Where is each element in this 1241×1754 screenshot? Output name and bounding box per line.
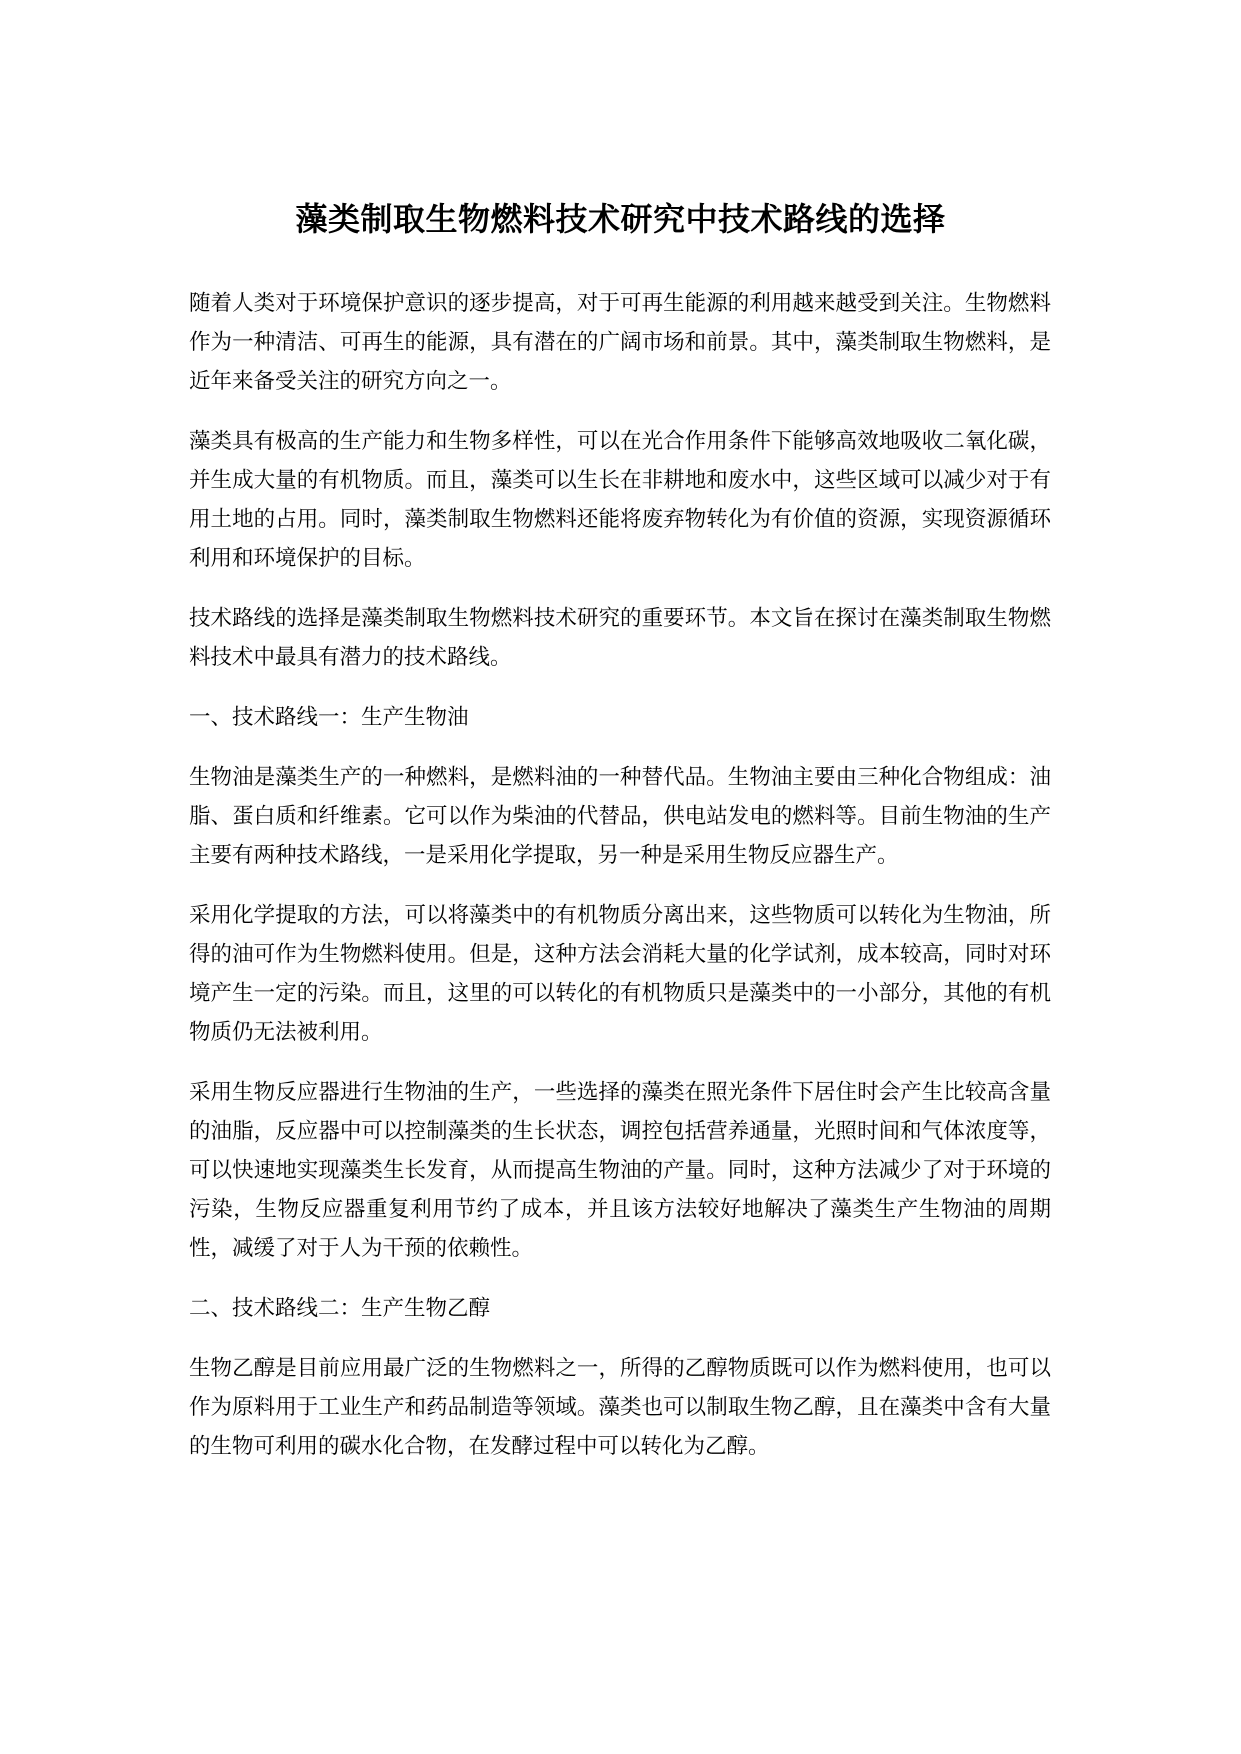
section-heading-bio-oil: 一、技术路线一：生产生物油 (189, 705, 469, 730)
paragraph-bioreactor: 采用生物反应器进行生物油的生产，一些选择的藻类在照光条件下居住时会产生比较高含量的油脂，反应器中可以控制藻类的生长状态，调控包括营养通量，光照时间和气体浓度等，可以快速地实现藻类生长发育，从而提高生物油的产量。同时，这种方法减少了对于环境的污染，生物反应器重复利用节约了成本，并且该方法较好地解决了藻类生产生物油的周期性，减缓了对于人为干预的依赖性。 (189, 1080, 1051, 1261)
paragraph-route-selection: 技术路线的选择是藻类制取生物燃料技术研究的重要环节。本文旨在探讨在藻类制取生物燃料技术中最具有潜力的技术路线。 (189, 606, 1051, 670)
section-heading-bioethanol: 二、技术路线二：生产生物乙醇 (189, 1296, 491, 1321)
paragraph-intro: 随着人类对于环境保护意识的逐步提高，对于可再生能源的利用越来越受到关注。生物燃料作为一种清洁、可再生的能源，具有潜在的广阔市场和前景。其中，藻类制取生物燃料，是近年来备受关注的研究方向之一。 (189, 291, 1051, 394)
page-title: 藻类制取生物燃料技术研究中技术路线的选择 (295, 200, 946, 239)
paragraph-bioethanol-overview: 生物乙醇是目前应用最广泛的生物燃料之一，所得的乙醇物质既可以作为燃料使用，也可以作为原料用于工业生产和药品制造等领域。藻类也可以制取生物乙醇，且在藻类中含有大量的生物可利用的碳水化合物，在发酵过程中可以转化为乙醇。 (189, 1356, 1051, 1459)
paragraph-bio-oil-overview: 生物油是藻类生产的一种燃料，是燃料油的一种替代品。生物油主要由三种化合物组成：油脂、蛋白质和纤维素。它可以作为柴油的代替品，供电站发电的燃料等。目前生物油的生产主要有两种技术路线，一是采用化学提取，另一种是采用生物反应器生产。 (189, 765, 1051, 868)
paragraph-chemical-extraction: 采用化学提取的方法，可以将藻类中的有机物质分离出来，这些物质可以转化为生物油，所得的油可作为生物燃料使用。但是，这种方法会消耗大量的化学试剂，成本较高，同时对环境产生一定的污染。而且，这里的可以转化的有机物质只是藻类中的一小部分，其他的有机物质仍无法被利用。 (189, 903, 1051, 1045)
paragraph-algae-advantages: 藻类具有极高的生产能力和生物多样性，可以在光合作用条件下能够高效地吸收二氧化碳，并生成大量的有机物质。而且，藻类可以生长在非耕地和废水中，这些区域可以减少对于有用土地的占用。同时，藻类制取生物燃料还能将废弃物转化为有价值的资源，实现资源循环利用和环境保护的目标。 (189, 429, 1051, 571)
document-body (189, 284, 1051, 1487)
